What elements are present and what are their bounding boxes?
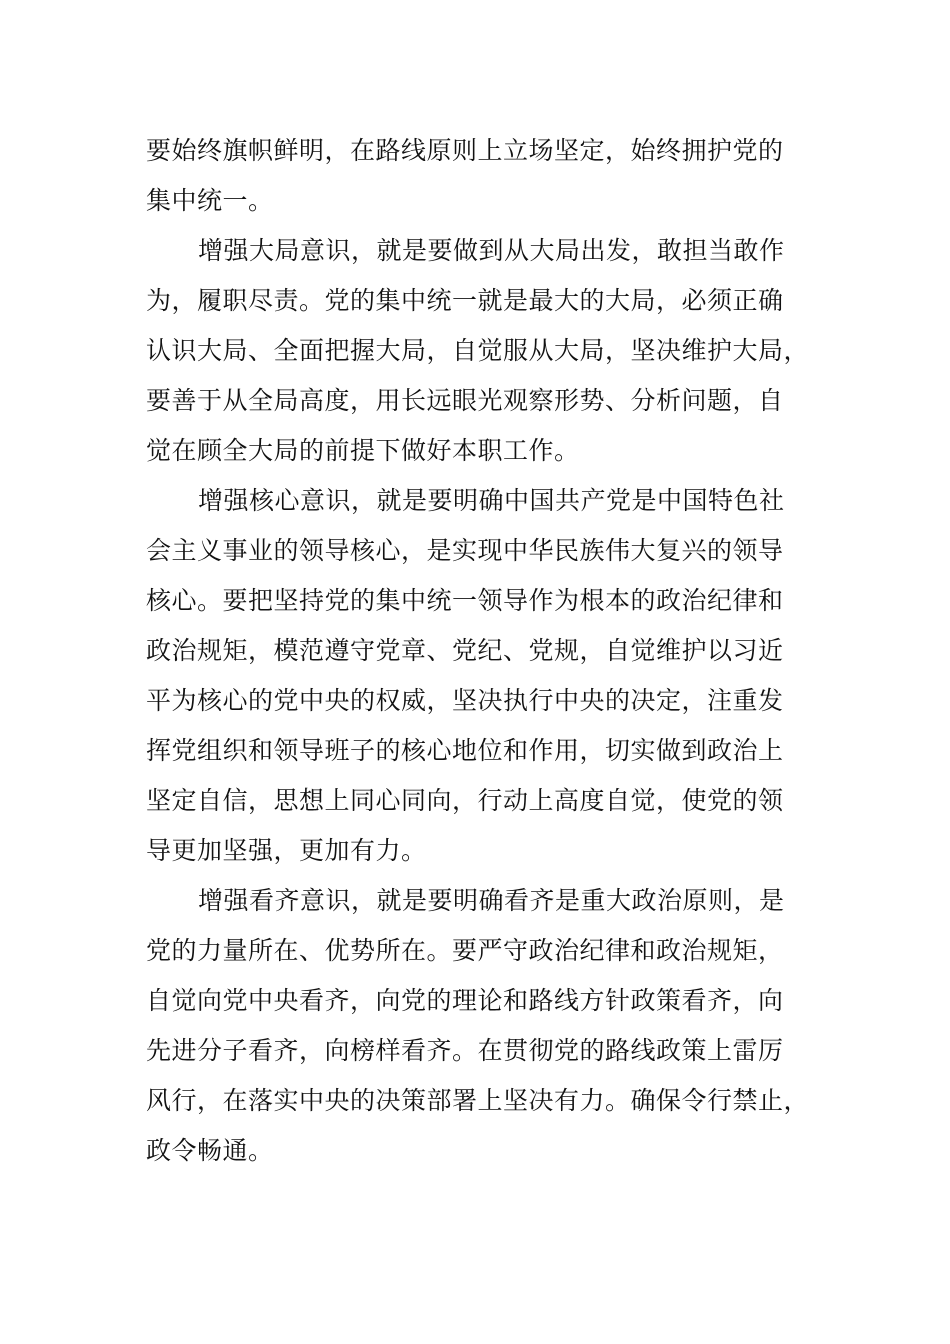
paragraph-3-line-7: 坚定自信，思想上同心同向，行动上高度自觉，使党的领: [146, 786, 784, 815]
paragraph-2-line-3: 认识大局、全面把握大局，自觉服从大局，坚决维护大局，: [146, 336, 810, 365]
paragraph-3-line-6: 挥党组织和领导班子的核心地位和作用，切实做到政治上: [146, 736, 784, 765]
paragraph-4-line-1: 增强看齐意识，就是要明确看齐是重大政治原则，是: [198, 886, 785, 915]
paragraph-4-line-4: 先进分子看齐，向榜样看齐。在贯彻党的路线政策上雷厉: [146, 1036, 784, 1065]
paragraph-2-line-2: 为，履职尽责。党的集中统一就是最大的大局，必须正确: [146, 286, 784, 315]
paragraph-3-line-1: 增强核心意识，就是要明确中国共产党是中国特色社: [198, 486, 785, 515]
paragraph-3-line-8: 导更加坚强，更加有力。: [146, 836, 427, 865]
document-body: [146, 126, 810, 1176]
paragraph-2-line-5: 觉在顾全大局的前提下做好本职工作。: [146, 436, 580, 465]
paragraph-4-line-3: 自觉向党中央看齐，向党的理论和路线方针政策看齐，向: [146, 986, 784, 1015]
paragraph-1-line-1: 要始终旗帜鲜明，在路线原则上立场坚定，始终拥护党的: [146, 136, 784, 165]
paragraph-2-line-1: 增强大局意识，就是要做到从大局出发，敢担当敢作: [198, 236, 785, 265]
paragraph-3-line-5: 平为核心的党中央的权威，坚决执行中央的决定，注重发: [146, 686, 784, 715]
paragraph-1-line-2: 集中统一。: [146, 186, 274, 215]
paragraph-2-line-4: 要善于从全局高度，用长远眼光观察形势、分析问题，自: [146, 386, 784, 415]
paragraph-4-line-6: 政令畅通。: [146, 1136, 274, 1165]
paragraph-3-line-4: 政治规矩，模范遵守党章、党纪、党规，自觉维护以习近: [146, 636, 784, 665]
paragraph-4-line-2: 党的力量所在、优势所在。要严守政治纪律和政治规矩，: [146, 936, 784, 965]
paragraph-3-line-3: 核心。要把坚持党的集中统一领导作为根本的政治纪律和: [146, 586, 784, 615]
paragraph-4-line-5: 风行，在落实中央的决策部署上坚决有力。确保令行禁止，: [146, 1086, 810, 1115]
paragraph-3-line-2: 会主义事业的领导核心，是实现中华民族伟大复兴的领导: [146, 536, 784, 565]
